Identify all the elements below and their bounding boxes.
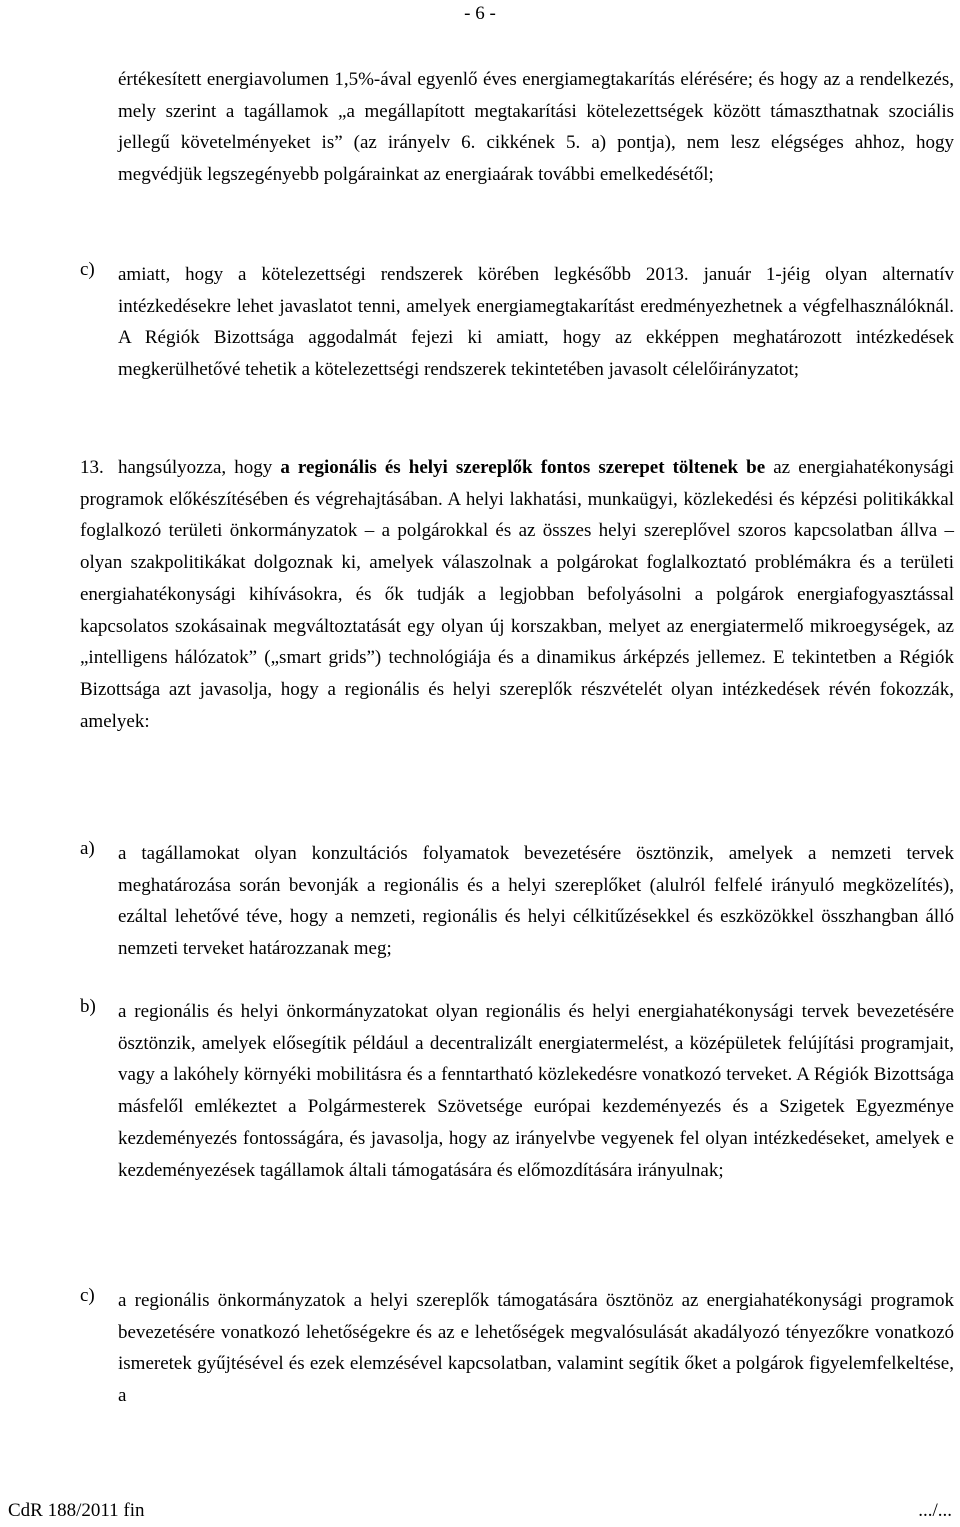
point-number: 13.: [80, 457, 104, 478]
point-13-emphasis: a regionális és helyi szereplők fontos szerepet töltenek be: [280, 457, 766, 478]
list-item-label: c): [80, 259, 95, 280]
sub-item-label: b): [80, 996, 96, 1017]
intro-paragraph: értékesített energiavolumen 1,5%-ával egyenlő éves energiamegtakarítás elérésére; és hogy az a rendelkezés, mely szerint a tagállamok „a megállapított megtakarítási kötelezettségek között támaszthatnak szociális jellegű követelményeket is” (az irányelv 6. cikkének 5. a) pontja), nem lesz elégséges ahhoz, hogy megvédjük legszegényebb polgárainkat az energiaárak további emelkedésétől;: [118, 69, 954, 186]
sub-item-label: c): [80, 1285, 95, 1306]
page-number: - 6 -: [464, 3, 496, 24]
point-13-post: az energiahatékonysági programok előkészítésében és végrehajtásában. A helyi lakhatási, munkaügyi, közlekedési és képzési politikákkal foglalkozó területi önkormányzatok – a polgárokkal és az összes helyi szereplővel szoros kapcsolatban állva – olyan szakpolitikákat dolgoznak ki, amelyek válaszolnak a polgárokat foglalkoztató problémákra és a területi energiahatékonysági kihívásokra, és ők tudják a legjobban befolyásolni a polgárok energiafogyasztással kapcsolatos szokásainak megváltoztatását egy olyan új korszakban, melyet az energiatermelő mikroegységek, az „intelligens hálózatok” („smart grids”) technológiája és a dinamikus árképzés jellemez. E tekintetben a Régiók Bizottsága azt javasolja, hogy a regionális és helyi szereplők részvételét olyan intézkedések révén fokozzák, amelyek:: [80, 457, 955, 732]
point-13-pre: hangsúlyozza, hogy: [118, 457, 281, 478]
sub-item-text: a regionális önkormányzatok a helyi szereplők támogatására ösztönöz az energiahatékonysági programok bevezetésére vonatkozó lehetőségekre és az e lehetőségek megvalósulását akadályozó tényezőkre vonatkozó ismeretek gyűjtésével és ezek elemzésével kapcsolatban, valamint segítik őket a polgárok figyelemfelkeltése, a: [118, 1290, 954, 1407]
sub-item-text: a tagállamokat olyan konzultációs folyamatok bevezetésére ösztönzik, amelyek a nemzeti tervek meghatározása során bevonják a regionális és a helyi szereplőket (alulról felfelé irányuló megközelítés), ezáltal lehetővé téve, hogy a nemzeti, regionális és helyi célkitűzésekkel és eszközökkel összhangban álló nemzeti terveket határozzanak meg;: [118, 843, 954, 960]
sub-item-text: a regionális és helyi önkormányzatokat olyan regionális és helyi energiahatékonysági tervek bevezetésére ösztönzik, amelyek elősegítik például a decentralizált energiatermelést, a középületek felújítási programjait, vagy a lakóhely környéki mobilitásra és a fenntartható közlekedésre vonatkozó terveket. A Régiók Bizottsága másfelől emlékeztet a Polgármesterek Szövetsége európai kezdeményezés és a Szigetek Egyezménye kezdeményezés fontosságára, és javasolja, hogy az irányelvbe vegyenek fel olyan intézkedéseket, amelyek e kezdeményezések tagállamok általi támogatására és előmozdítására irányulnak;: [118, 1001, 954, 1181]
point-13-text: [80, 452, 954, 737]
document-reference: CdR 188/2011 fin: [8, 1500, 145, 1521]
continuation-marker: .../...: [918, 1500, 952, 1521]
list-item-text: amiatt, hogy a kötelezettségi rendszerek körében legkésőbb 2013. január 1-jéig olyan alternatív intézkedésekre lehet javaslatot tenni, amelyek energiamegtakarítást eredményezhetnek a végfelhasználóknál. A Régiók Bizottsága aggodalmát fejezi ki amiatt, hogy az ekképpen meghatározott intézkedések megkerülhetővé tehetik a kötelezettségi rendszerek tekintetében javasolt célelőirányzatot;: [118, 264, 954, 381]
sub-item-label: a): [80, 838, 95, 859]
